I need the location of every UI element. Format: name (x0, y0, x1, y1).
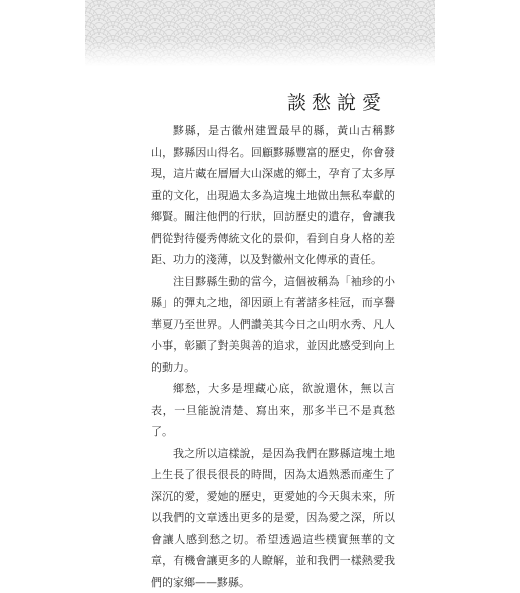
pattern-fade (85, 40, 435, 66)
paragraph: 黟縣，是古徽州建置最早的縣，黃山古稱黟山，黟縣因山得名。回顧黟縣豐富的歷史，你會發現，這片藏在層層大山深處的鄉土，孕育了太多厚重的文化，出現過太多為這塊土地做出無私奉獻的鄉賢。關注他們的行狀，回訪歷史的遺存，會讓我們從對待優秀傳統文化的景仰，看到自身人格的差距、功力的淺薄，以及對徽州文化傳承的責任。 (151, 120, 395, 271)
page-title: 談愁說愛 (287, 88, 387, 115)
body-text (151, 120, 395, 593)
paragraph: 注目黟縣生動的當今，這個被稱為「袖珍的小縣」的彈丸之地，卻因頭上有著諸多桂冠，而享譽華夏乃至世界。人們讚美其今日之山明水秀、凡人小事，彰顯了對美與善的追求，並因此感受到向上的動力。 (151, 271, 395, 379)
paragraph: 我之所以這樣說，是因為我們在黟縣這塊土地上生長了很長很長的時間，因為太過熟悉而產生了深沉的愛，愛她的歷史，更愛她的今天與未來，所以我們的文章透出更多的是愛，因為愛之深，所以會讓人感到愁之切。希望透過這些樸實無華的文章，有機會讓更多的人瞭解，並和我們一樣熱愛我們的家鄉——黟縣。 (151, 443, 395, 593)
book-page (85, 0, 435, 500)
paragraph: 鄉愁，大多是埋藏心底，欲說還休，無以言表，一旦能說清楚、寫出來，那多半已不是真愁了。 (151, 378, 395, 443)
